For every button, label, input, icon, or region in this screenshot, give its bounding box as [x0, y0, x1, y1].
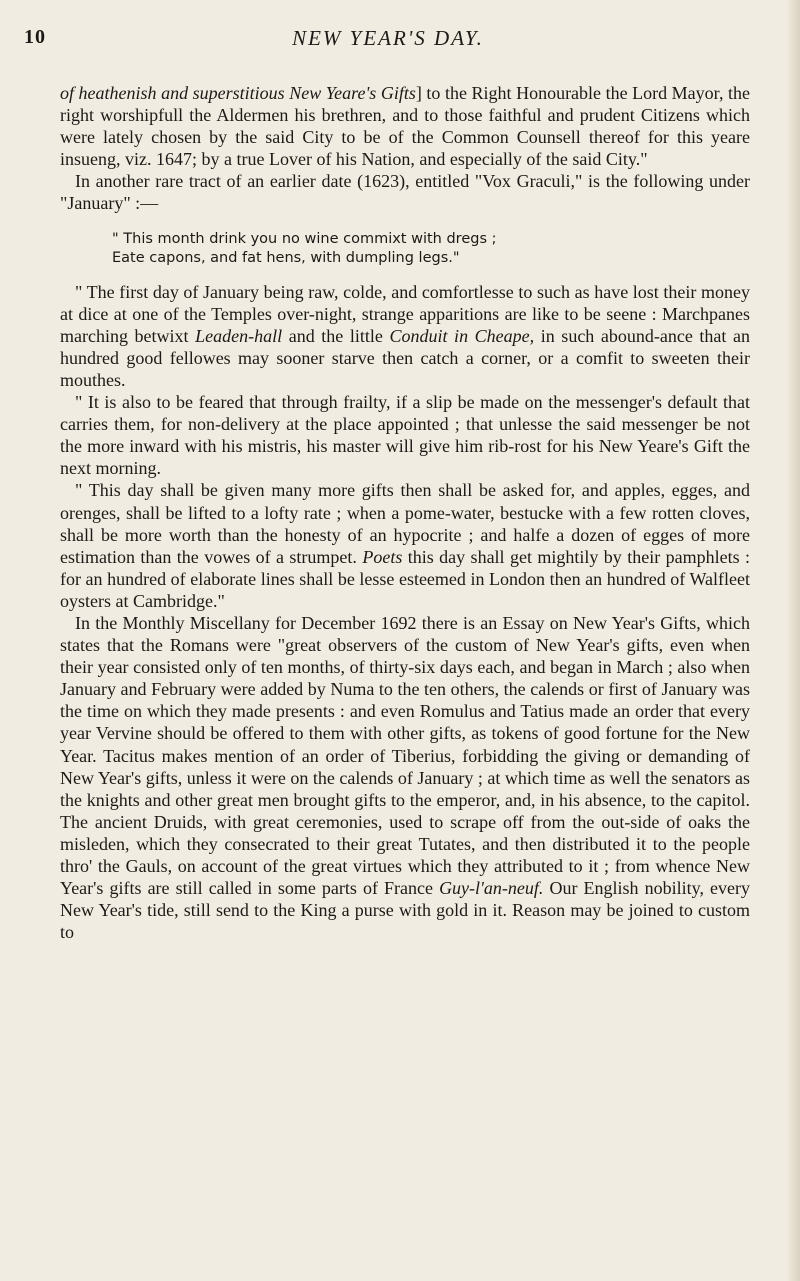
- paragraph-first-day: " The first day of January being raw, colde, and comfortlesse to such as have lost their money at dice at one of the Temples over-night, strange apparitions are like to be seene : Marchpanes marching betwixt Leaden-hall and the little Conduit in Cheape, in such abound-ance that an hundred good fellowes may sooner starve then catch a corner, or a comfit to sweeten their mouthes.: [60, 281, 750, 390]
- page-edge-shadow: [786, 0, 800, 1281]
- verse-line-1: " This month drink you no wine commixt with dregs ;: [112, 230, 497, 247]
- running-head: NEW YEAR'S DAY.: [292, 26, 484, 50]
- paragraph-continued: of heathenish and superstitious New Yeare's Gifts] to the Right Honourable the Lord Mayor, the right worshipfull the Aldermen his brethren, and to those faithful and prudent Citizens which were lately chosen by the said City to be of the Common Counsell thereof for this yeare insueng, viz. 1647; by a true Lover of his Nation, and especially of the said City.": [60, 83, 750, 170]
- verse-quote: [60, 230, 750, 268]
- verse-line-2: Eate capons, and fat hens, with dumpling legs.": [112, 249, 460, 266]
- page-number: 10: [24, 26, 46, 48]
- paragraph-vox-graculi: In another rare tract of an earlier date (1623), entitled "Vox Graculi," is the following under "January" :—: [60, 171, 750, 214]
- paragraph-gifts: " This day shall be given many more gifts then shall be asked for, and apples, egges, and orenges, shall be lifted to a lofty rate ; when a pome-water, bestucke with a few rotten cloves, shall be more worth than the honesty of an hypocrite ; and halfe a dozen of egges of more estimation than the vowes of a strumpet. Poets this day shall get mightily by their pamphlets : for an hundred of elaborate lines shall be lesse esteemed in London then an hundred of Walfleet oysters at Cambridge.": [60, 480, 750, 611]
- body-text: [60, 82, 750, 943]
- paragraph-monthly-miscellany: In the Monthly Miscellany for December 1692 there is an Essay on New Year's Gifts, which states that the Romans were "great observers of the custom of New Year's gifts, even when their year consisted only of ten months, of thirty-six days each, and began in March ; also when January and February were added by Numa to the ten others, the calends or first of January was the time on which they made presents : and even Romulus and Tatius made an order that every year Vervine should be offered to them with other gifts, as tokens of good fortune for the New Year. Tacitus makes mention of an order of Tiberius, forbidding the giving or demanding of New Year's gifts, unless it were on the calends of January ; at which time as well the senators as the knights and other great men brought gifts to the emperor, and, in his absence, to the capitol. The ancient Druids, with great ceremonies, used to scrape off from the out-side of oaks the misleden, which they consecrated to their great Tutates, and then distributed it to the people thro' the Gauls, on account of the great virtues which they attributed to it ; from whence New Year's gifts are still called in some parts of France Guy-l'an-neuf. Our English nobility, every New Year's tide, still send to the King a purse with gold in it. Reason may be joined to custom to: [60, 612, 750, 943]
- paragraph-messenger: " It is also to be feared that through frailty, if a slip be made on the messenger's default that carries them, for non-delivery at the place appointed ; that unlesse the said messenger be not the more inward with his mistris, his master will give him rib-rost for his New Yeare's Gift the next morning.: [60, 392, 750, 479]
- title-italic: of heathenish and superstitious New Yeare's Gifts: [60, 83, 416, 103]
- page-header: [24, 26, 752, 60]
